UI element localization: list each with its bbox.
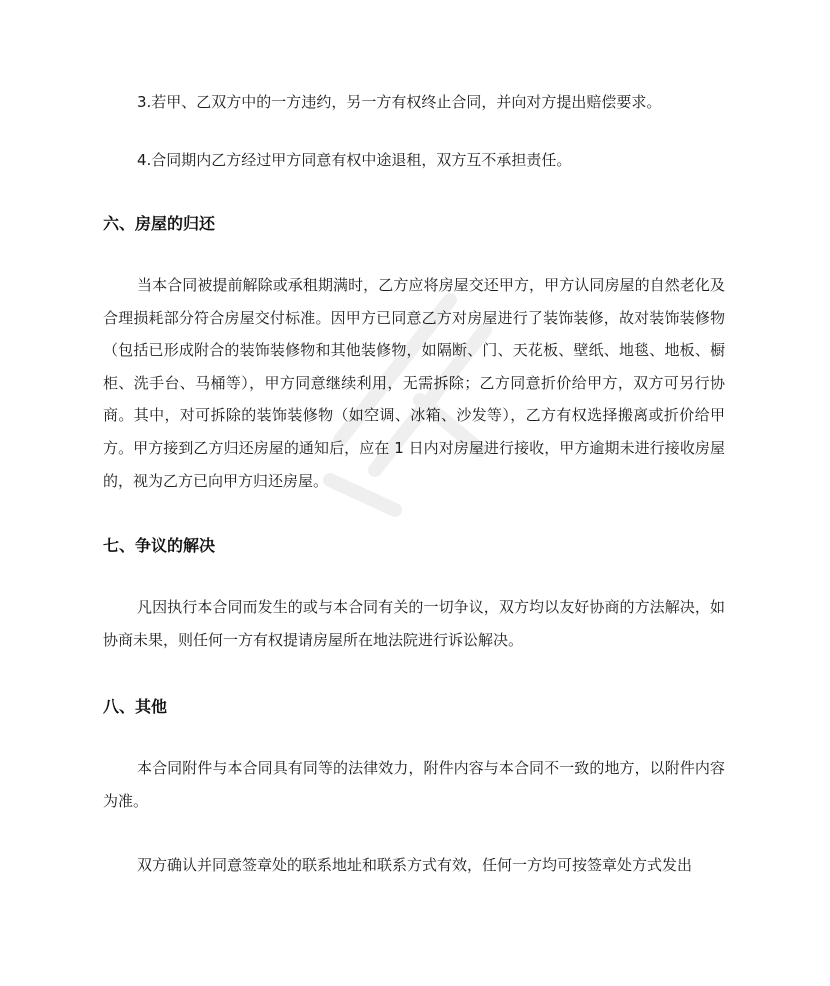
section-heading-return-of-premises: 六、房屋的归还	[103, 214, 216, 233]
section-paragraph-attachments: 本合同附件与本合同具有同等的法律效力，附件内容与本合同不一致的地方，以附件内容为准。	[103, 759, 725, 810]
section-heading-dispute-resolution: 七、争议的解决	[103, 536, 216, 555]
section-paragraph-contact-confirmation: 双方确认并同意签章处的联系地址和联系方式有效，任何一方均可按签章处方式发出	[137, 856, 693, 874]
section-paragraph-return-of-premises: 当本合同被提前解除或承租期满时，乙方应将房屋交还甲方，甲方认同房屋的自然老化及合理损耗部分符合房屋交付标准。因甲方已同意乙方对房屋进行了装饰装修，故对装饰装修物（包括已形成附合的装饰装修物和其他装修物，如隔断、门、天花板、壁纸、地毯、地板、橱柜、洗手台、马桶等），甲方同意继续利用，无需拆除；乙方同意折价给甲方，双方可另行协商。其中，对可拆除的装饰装修物（如空调、冰箱、沙发等），乙方有权选择搬离或折价给甲方。甲方接到乙方归还房屋的通知后，应在 1 日内对房屋进行接收，甲方逾期未进行接收房屋的，视为乙方已向甲方归还房屋。	[103, 276, 725, 490]
section-heading-miscellaneous: 八、其他	[103, 697, 168, 716]
clause-item-4: 4.合同期内乙方经过甲方同意有权中途退租，双方互不承担责任。	[137, 151, 572, 169]
clause-item-3: 3.若甲、乙双方中的一方违约，另一方有权终止合同，并向对方提出赔偿要求。	[137, 93, 662, 111]
section-paragraph-dispute-resolution: 凡因执行本合同而发生的或与本合同有关的一切争议，双方均以友好协商的方法解决，如协商未果，则任何一方有权提请房屋所在地法院进行诉讼解决。	[103, 598, 725, 649]
